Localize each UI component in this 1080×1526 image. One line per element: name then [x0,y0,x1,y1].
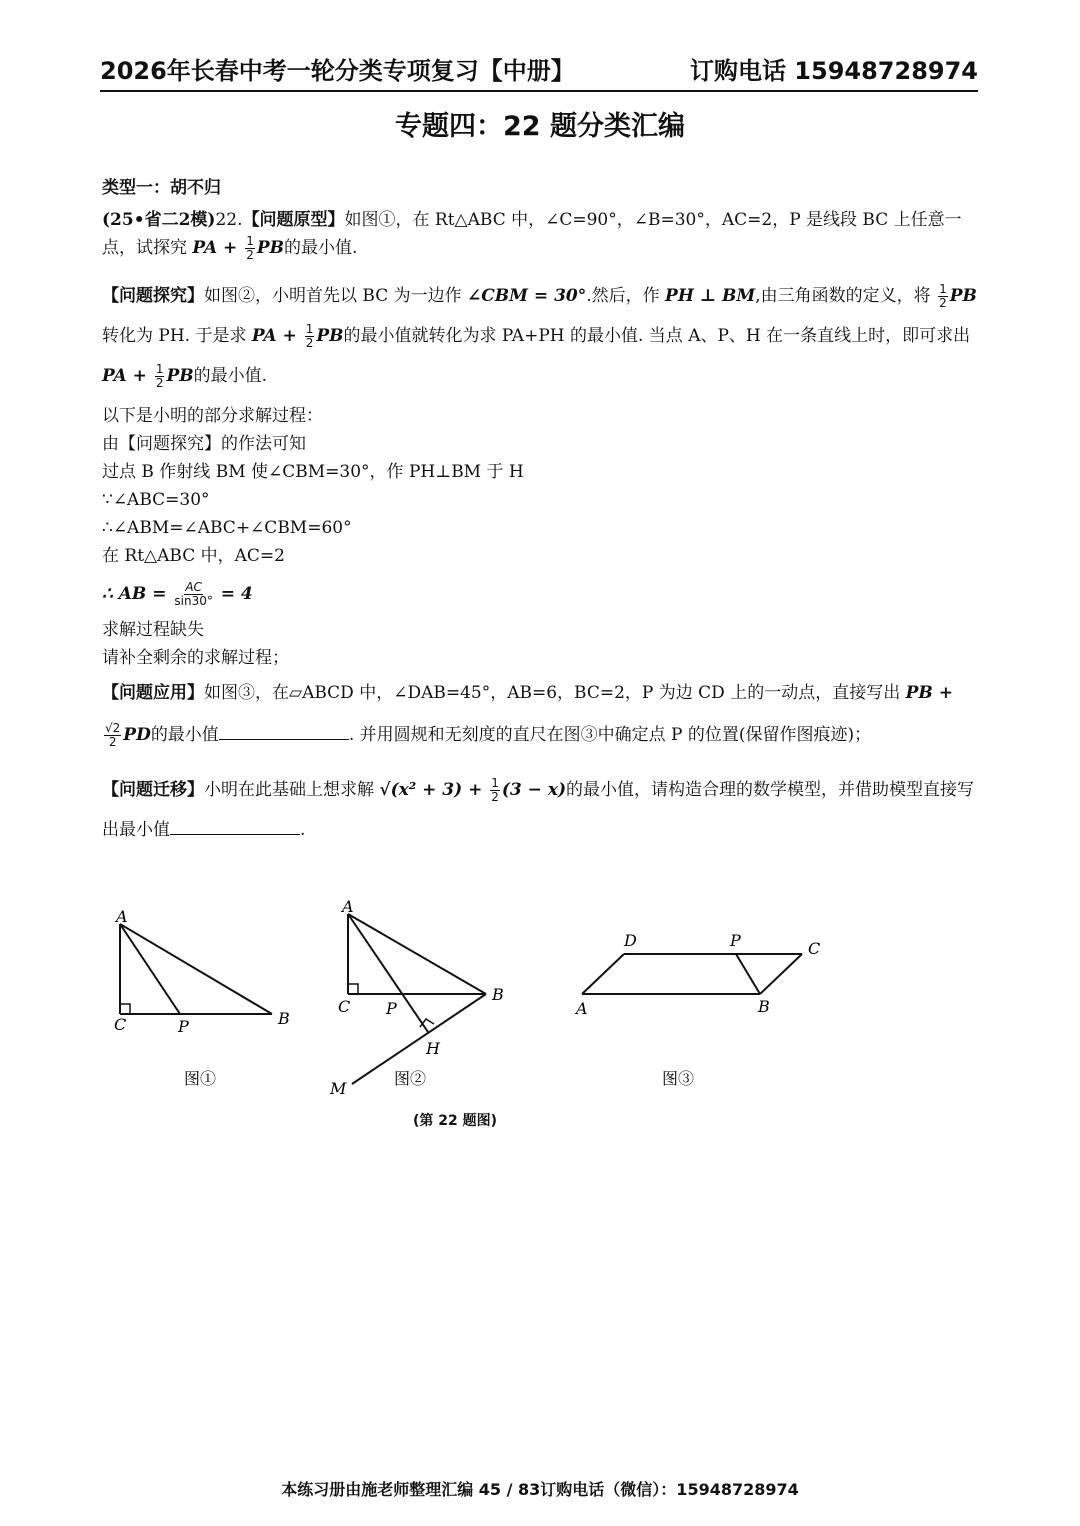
fig2-label-b: B [492,985,504,1004]
missing-note: 求解过程缺失 [102,620,204,640]
fig3-label-c: C [808,939,821,958]
fig1-caption: 图① [184,1069,217,1088]
fig2-label-c: C [338,997,351,1016]
page-footer: 本练习册由施老师整理汇编 45 / 83订购电话（微信）：15948728974 [281,1480,799,1499]
half-fraction: $\frac{1}{2}$ [939,282,947,310]
fig3-label-d: D [624,931,637,950]
complete-note: 请补全剩余的求解过程； [102,648,289,668]
fig1-label-b: B [278,1009,290,1028]
process-line: ∴∠ABM=∠ABC+∠CBM=60° [102,518,352,538]
q1-paragraph: (25•省二2模)22.【问题原型】如图①，在 Rt△ABC 中，∠C=90°，∠B=30°，AC=2，P 是线段 BC 上任意一点，试探究 PA + $\frac{1}{2}$ PB的最小值. [102,210,962,262]
fig3-caption: 图③ [662,1069,695,1088]
problem-number: 22. [215,210,243,230]
half-fraction: $\frac{1}{2}$ [155,362,164,390]
process-line: 在 Rt△ABC 中，AC=2 [102,546,285,566]
q4-paragraph: 【问题迁移】小明在此基础上想求解 √(x² + 3) + $\frac{1}{2}$ (3 − x)的最小值，请构造合理的数学模型，并借助模型直接写出最小值 . [102,776,975,840]
ab-fraction: $\frac{AC}{\sin 30^\circ}$ [174,580,213,608]
figure-3 [582,954,802,994]
figure-caption: (第 22 题图) [412,1113,498,1129]
problem-content [102,174,978,850]
process-line: 以下是小明的部分求解过程： [102,406,323,426]
half-fraction: $\frac{1}{2}$ [491,776,499,804]
q2-tag: 【问题探究】 [102,286,204,306]
process-line: 过点 B 作射线 BM 使∠CBM=30°，作 PH⊥BM 于 H [102,462,524,482]
process-line: ∵∠ABC=30° [102,490,210,510]
answer-blank[interactable] [219,723,349,740]
figures [100,900,860,1140]
sqrt2-fraction: $\frac{√2}{2}$ [105,721,121,749]
half-fraction: $\frac{1}{2}$ [246,234,254,262]
q2-paragraph: 【问题探究】如图②，小明首先以 BC 为一边作 ∠CBM = 30°.然后，作 PH ⊥ BM,由三角函数的定义，将 $\frac{1}{2}$ PB转化为 PH. 于是求 PA + $\frac{1}{2}$ PB的最小值就转化为求 PA+PH 的最小值. 当点 A、P、H 在一条直线上时，即可求出 PA + $\frac{1}{2}$ PB的最小值. [102,282,977,390]
fig3-label-p: P [730,931,741,950]
q1-tag: 【问题原型】 [242,210,345,230]
fig2-caption: 图② [394,1069,427,1088]
answer-blank[interactable] [170,818,300,835]
fig2-label-p: P [386,999,397,1018]
fig3-label-b: B [758,997,770,1016]
page-title: 专题四：22 题分类汇编 [395,111,685,142]
ab-equation: ∴ AB = $\frac{AC}{\sin 30^\circ}$ = 4 [102,580,253,608]
page-header [100,52,978,92]
fig2-label-h: H [426,1039,440,1058]
source-tag: (25•省二2模) [102,210,216,230]
fig1-label-c: C [114,1015,127,1034]
type-label: 类型一：胡不归 [102,178,221,198]
half-fraction: $\frac{1}{2}$ [305,322,314,350]
header-phone: 订购电话 15948728974 [689,57,978,85]
q1-expr: PA + [192,238,244,258]
q4-tag: 【问题迁移】 [102,780,204,800]
q3-tag: 【问题应用】 [102,683,204,703]
fig3-label-a: A [576,999,588,1018]
figure-1 [120,924,272,1014]
fig2-label-m: M [330,1079,347,1098]
header-title: 2026年长春中考一轮分类专项复习【中册】 [100,57,575,85]
fig1-label-a: A [116,907,128,926]
fig1-label-p: P [178,1017,189,1036]
q1-text: 如图①，在 Rt△ABC 中，∠C=90°，∠B=30°，AC=2，P 是线段 BC 上任意一点，试探究 [102,210,962,258]
fig2-label-a: A [342,900,354,916]
q3-paragraph: 【问题应用】如图③，在▱ABCD 中，∠DAB=45°，AB=6，BC=2，P 为边 CD 上的一动点，直接写出 PB + $\frac{√2}{2}$ PD的最小值 . 并用圆规和无刻度的直尺在图③中确定点 P 的位置(保留作图痕迹)； [102,683,953,749]
process-line: 由【问题探究】的作法可知 [102,434,306,454]
figure-2 [348,914,486,1084]
